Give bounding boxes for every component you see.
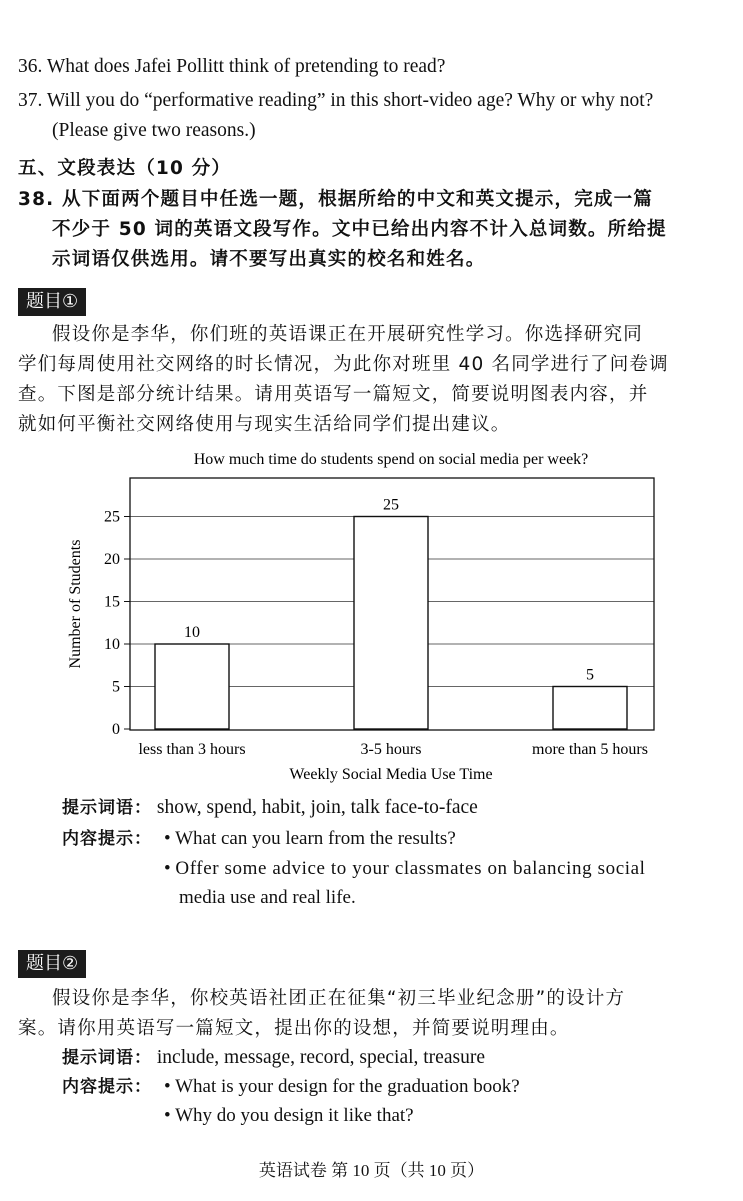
topic2-content-row bbox=[62, 1074, 152, 1100]
topic1-hint-label: 提示词语： bbox=[62, 798, 152, 818]
topic1-bullet1-text: What can you learn from the results? bbox=[175, 828, 456, 849]
y-tick-label: 0 bbox=[112, 721, 120, 738]
bullet-icon: • bbox=[164, 858, 171, 879]
y-axis-label: Number of Students bbox=[67, 539, 84, 669]
y-tick-label: 10 bbox=[104, 636, 120, 653]
topic1-bullet2-cont: media use and real life. bbox=[179, 887, 356, 908]
topic2-para-line1: 假设你是李华，你校英语社团正在征集“初三毕业纪念册”的设计方 bbox=[52, 988, 626, 1009]
x-tick-label: 3-5 hours bbox=[360, 741, 422, 758]
topic2-bullet1 bbox=[164, 1074, 520, 1100]
y-tick-label: 25 bbox=[104, 508, 120, 526]
question-38-line1: 38. 从下面两个题目中任选一题，根据所给的中文和英文提示，完成一篇 bbox=[18, 189, 654, 210]
bar bbox=[553, 687, 627, 730]
question-37-note: (Please give two reasons.) bbox=[52, 120, 256, 141]
topic1-para-line4: 就如何平衡社交网络使用与现实生活给同学们提出建议。 bbox=[18, 414, 511, 435]
topic1-tag: 题目① bbox=[18, 288, 86, 316]
topic1-content-label: 内容提示： bbox=[62, 829, 152, 849]
topic2-bullet2-text: Why do you design it like that? bbox=[175, 1105, 414, 1126]
topic2-hint-words: include, message, record, special, treasure bbox=[156, 1047, 485, 1068]
topic2-hint-label: 提示词语： bbox=[62, 1048, 152, 1068]
question-37: 37. Will you do “performative reading” in this short-video age? Why or why not? bbox=[18, 90, 654, 111]
x-tick-label: less than 3 hours bbox=[138, 741, 246, 758]
topic1-para-line2: 学们每周使用社交网络的时长情况，为此你对班里 40 名同学进行了问卷调 bbox=[18, 354, 669, 375]
page-footer: 英语试卷 第 10 页（共 10 页） bbox=[258, 1161, 485, 1180]
y-tick-label: 5 bbox=[112, 678, 120, 696]
x-tick-label: more than 5 hours bbox=[532, 741, 648, 758]
section-heading: 五、文段表达（10 分） bbox=[18, 158, 232, 179]
bar bbox=[155, 644, 229, 729]
y-tick-label: 20 bbox=[104, 551, 120, 568]
question-38-line3: 示词语仅供选用。请不要写出真实的校名和姓名。 bbox=[52, 249, 486, 270]
data-label: 5 bbox=[586, 666, 594, 684]
bullet-icon: • bbox=[164, 1105, 171, 1126]
bullet-icon: • bbox=[164, 828, 171, 849]
topic1-bullet2 bbox=[164, 856, 646, 882]
data-label: 25 bbox=[383, 496, 399, 514]
bullet-icon: • bbox=[164, 1076, 171, 1097]
question-38-line2: 不少于 50 词的英语文段写作。文中已给出内容不计入总词数。所给提 bbox=[52, 219, 667, 240]
topic1-hint-words: show, spend, habit, join, talk face-to-face bbox=[156, 797, 478, 818]
topic1-bullet2-text: Offer some advice to your classmates on balancing social bbox=[175, 858, 646, 879]
topic1-para-line1: 假设你是李华，你们班的英语课正在开展研究性学习。你选择研究同 bbox=[52, 324, 644, 345]
topic2-para-line2: 案。请你用英语写一篇短文，提出你的设想，并简要说明理由。 bbox=[18, 1018, 570, 1039]
topic1-hint-row bbox=[62, 795, 478, 821]
bar bbox=[354, 517, 428, 730]
topic2-bullet2 bbox=[164, 1103, 414, 1129]
x-axis-label: Weekly Social Media Use Time bbox=[289, 766, 493, 783]
topic2-bullet1-text: What is your design for the graduation book? bbox=[175, 1076, 520, 1097]
social-media-bar-chart bbox=[0, 440, 743, 790]
topic1-para-line3: 查。下图是部分统计结果。请用英语写一篇短文，简要说明图表内容，并 bbox=[18, 384, 649, 405]
topic1-bullet1 bbox=[164, 826, 456, 852]
topic2-tag: 题目② bbox=[18, 950, 86, 978]
topic1-content-row bbox=[62, 826, 152, 852]
topic2-content-label: 内容提示： bbox=[62, 1077, 152, 1097]
chart-title: How much time do students spend on social media per week? bbox=[193, 451, 589, 468]
topic2-hint-row bbox=[62, 1045, 485, 1071]
question-36: 36. What does Jafei Pollitt think of pretending to read? bbox=[18, 56, 446, 77]
y-tick-label: 15 bbox=[104, 593, 120, 611]
data-label: 10 bbox=[184, 624, 200, 641]
